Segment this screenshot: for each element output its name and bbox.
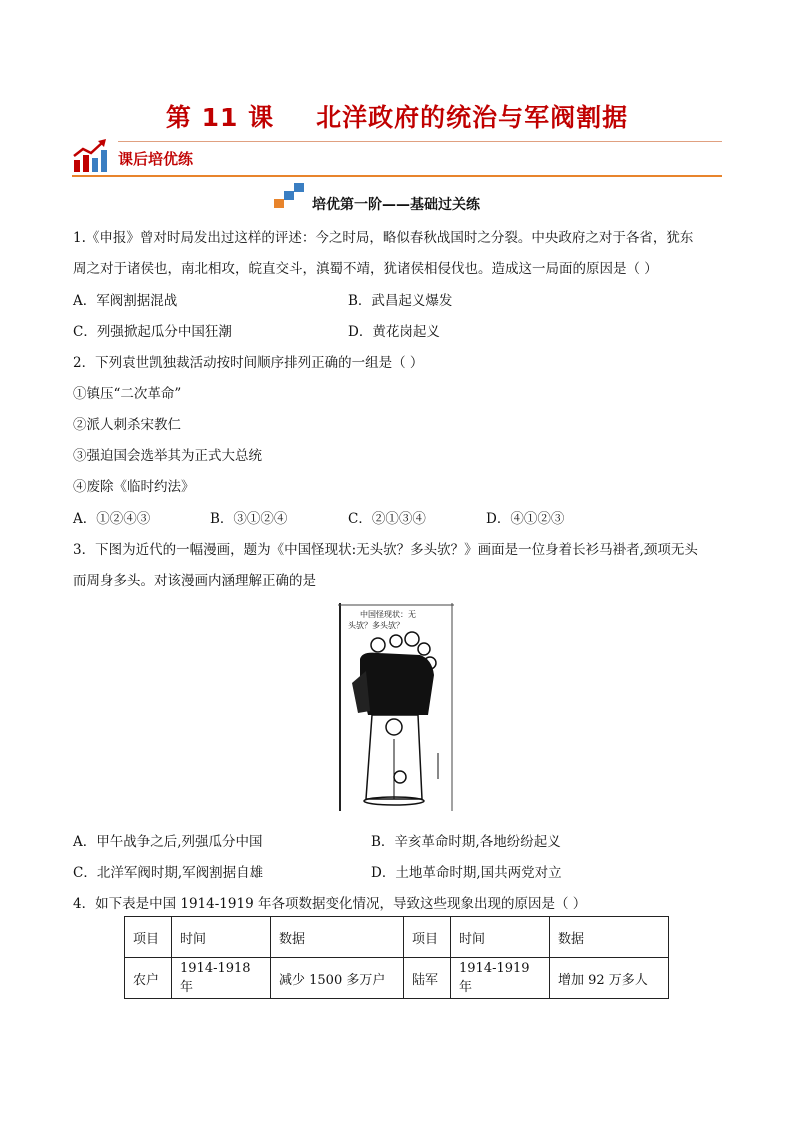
table-cell: 减少 1500 多万户 bbox=[271, 958, 404, 999]
page-title bbox=[0, 98, 794, 134]
q2-item-1: ①镇压“二次革命” bbox=[73, 386, 182, 402]
q3-option-b[interactable]: B．辛亥革命时期,各地纷纷起义 bbox=[371, 834, 561, 850]
q3-option-c[interactable]: C．北洋军阀时期,军阀割据自雄 bbox=[73, 865, 264, 881]
table-row bbox=[125, 958, 669, 999]
tier-label: 培优第一阶——基础过关练 bbox=[312, 197, 480, 213]
table-header-cell: 时间 bbox=[172, 917, 271, 958]
q1-stem-line1: 1.《申报》曾对时局发出过这样的评述：今之时局，略似春秋战国时之分裂。中央政府之对于各省，犹东 bbox=[73, 230, 694, 246]
table-cell: 陆军 bbox=[404, 958, 451, 999]
q2-item-2: ②派人刺杀宋教仁 bbox=[73, 417, 181, 433]
cartoon-caption-line2: 头欤？多头欤？ bbox=[348, 621, 404, 630]
q2-item-3: ③强迫国会选举其为正式大总统 bbox=[73, 448, 262, 464]
table-header-row bbox=[125, 917, 669, 958]
header-top-rule bbox=[118, 141, 722, 142]
lesson-title: 北洋政府的统治与军阀割据 bbox=[316, 103, 629, 132]
q1-option-a[interactable]: A．军阀割据混战 bbox=[73, 293, 178, 309]
q1-option-d[interactable]: D．黄花岗起义 bbox=[348, 324, 440, 340]
q4-stem: 4．如下表是中国 1914-1919 年各项数据变化情况，导致这些现象出现的原因是（ ） bbox=[73, 896, 587, 912]
table-header-cell: 时间 bbox=[451, 917, 550, 958]
q3-option-d[interactable]: D．土地革命时期,国共两党对立 bbox=[371, 865, 562, 881]
q2-option-c[interactable]: C．②①③④ bbox=[348, 511, 426, 527]
q3-stem-line1: 3．下图为近代的一幅漫画，题为《中国怪现状:无头欤？多头欤？》画面是一位身着长衫马褂者,颈项无头 bbox=[73, 542, 698, 558]
q3-stem-line2: 而周身多头。对该漫画内涵理解正确的是 bbox=[73, 573, 316, 589]
stairs-icon bbox=[274, 182, 304, 208]
cartoon-image bbox=[338, 603, 454, 811]
table-cell: 增加 92 万多人 bbox=[550, 958, 669, 999]
q2-option-d[interactable]: D．④①②③ bbox=[486, 511, 565, 527]
table-cell: 1914-1918 年 bbox=[172, 958, 271, 999]
q1-option-c[interactable]: C．列强掀起瓜分中国狂潮 bbox=[73, 324, 232, 340]
q2-option-b[interactable]: B．③①②④ bbox=[210, 511, 288, 527]
section-header bbox=[72, 138, 722, 178]
q1-option-b[interactable]: B．武昌起义爆发 bbox=[348, 293, 453, 309]
lesson-number: 第 11 课 bbox=[165, 103, 275, 132]
q2-item-4: ④废除《临时约法》 bbox=[73, 479, 195, 495]
q3-option-a[interactable]: A．甲午战争之后,列强瓜分中国 bbox=[73, 834, 263, 850]
table-cell: 1914-1919 年 bbox=[451, 958, 550, 999]
table-header-cell: 项目 bbox=[404, 917, 451, 958]
q1-stem-line2: 周之对于诸侯也，南北相攻，皖直交斗，滇蜀不靖，犹诸侯相侵伐也。造成这一局面的原因是（ ） bbox=[73, 261, 658, 277]
table-cell: 农户 bbox=[125, 958, 172, 999]
table-header-cell: 项目 bbox=[125, 917, 172, 958]
table-header-cell: 数据 bbox=[271, 917, 404, 958]
data-table bbox=[124, 916, 669, 999]
q2-option-a[interactable]: A．①②④③ bbox=[73, 511, 151, 527]
tier-header bbox=[0, 182, 794, 212]
header-rule bbox=[72, 175, 722, 177]
section-label: 课后培优练 bbox=[118, 150, 194, 168]
table-header-cell: 数据 bbox=[550, 917, 669, 958]
q2-stem: 2．下列袁世凯独裁活动按时间顺序排列正确的一组是（ ） bbox=[73, 355, 424, 371]
chart-growth-icon bbox=[72, 138, 108, 174]
cartoon-caption-line1: 中国怪现状：无 bbox=[360, 610, 416, 619]
